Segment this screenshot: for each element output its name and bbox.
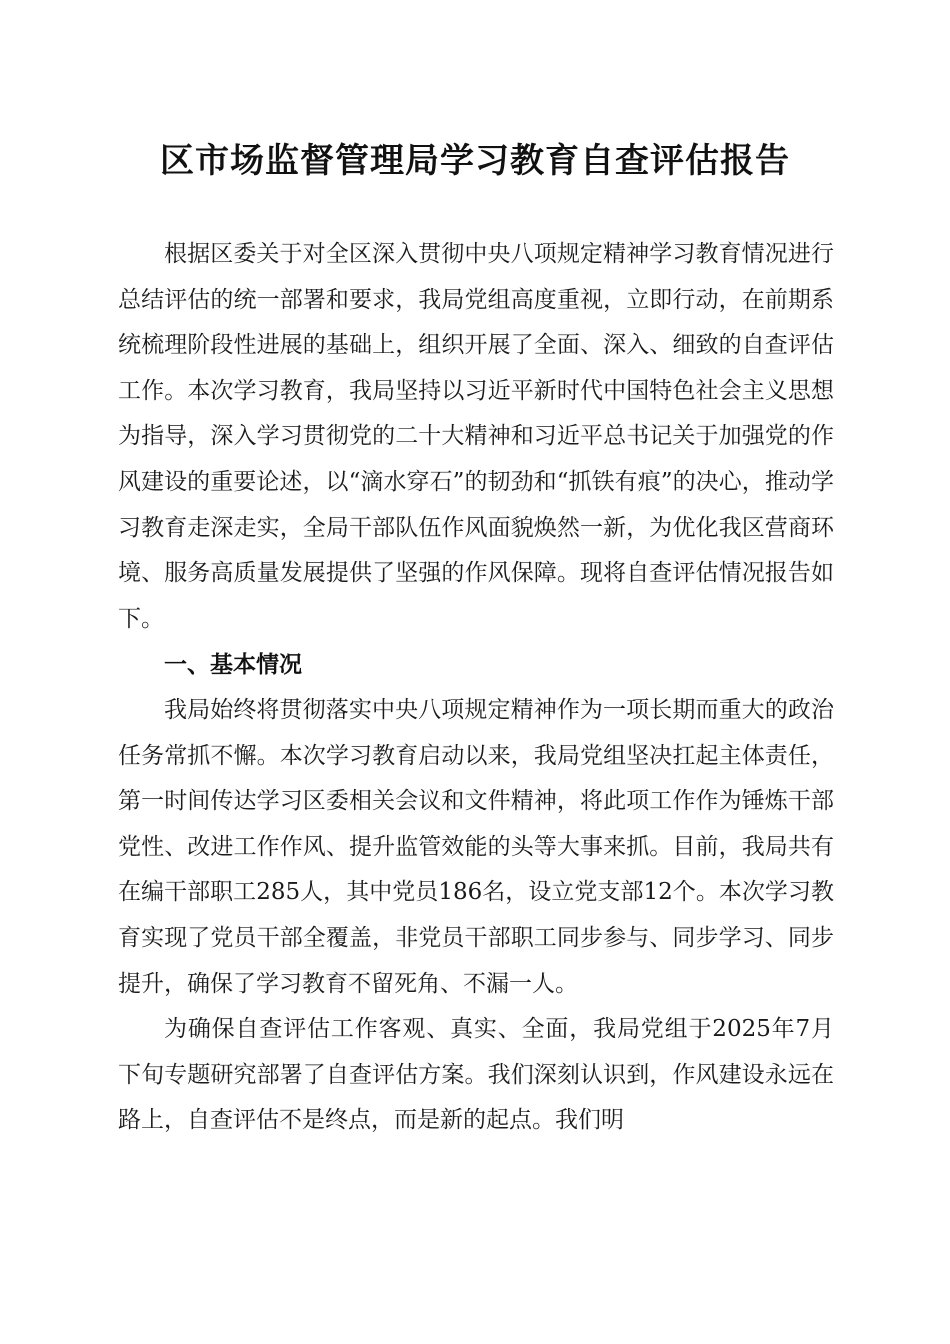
document-body bbox=[118, 232, 834, 1144]
self-assessment-paragraph: 为确保自查评估工作客观、真实、全面，我局党组于2025年7月下旬专题研究部署了自查评估方案。我们深刻认识到，作风建设永远在路上，自查评估不是终点，而是新的起点。我们明 bbox=[118, 1016, 834, 1134]
section-heading: 一、基本情况 bbox=[164, 651, 302, 679]
document-title: 区市场监督管理局学习教育自查评估报告 bbox=[160, 141, 790, 181]
intro-paragraph: 根据区委关于对全区深入贯彻中央八项规定精神学习教育情况进行总结评估的统一部署和要求，我局党组高度重视，立即行动，在前期系统梳理阶段性进展的基础上，组织开展了全面、深入、细致的自查评估工作。本次学习教育，我局坚持以习近平新时代中国特色社会主义思想为指导，深入学习贯彻党的二十大精神和习近平总书记关于加强党的作风建设的重要论述，以“滴水穿石”的韧劲和“抓铁有痕”的决心，推动学习教育走深走实，全局干部队伍作风面貌焕然一新，为优化我区营商环境、服务高质量发展提供了坚强的作风保障。现将自查评估情况报告如下。 bbox=[118, 241, 834, 632]
basic-situation-paragraph: 我局始终将贯彻落实中央八项规定精神作为一项长期而重大的政治任务常抓不懈。本次学习教育启动以来，我局党组坚决扛起主体责任，第一时间传达学习区委相关会议和文件精神，将此项工作作为锤炼干部党性、改进工作作风、提升监管效能的头等大事来抓。目前，我局共有在编干部职工285人，其中党员186名，设立党支部12个。本次学习教育实现了党员干部全覆盖，非党员干部职工同步参与、同步学习、同步提升，确保了学习教育不留死角、不漏一人。 bbox=[118, 696, 834, 997]
